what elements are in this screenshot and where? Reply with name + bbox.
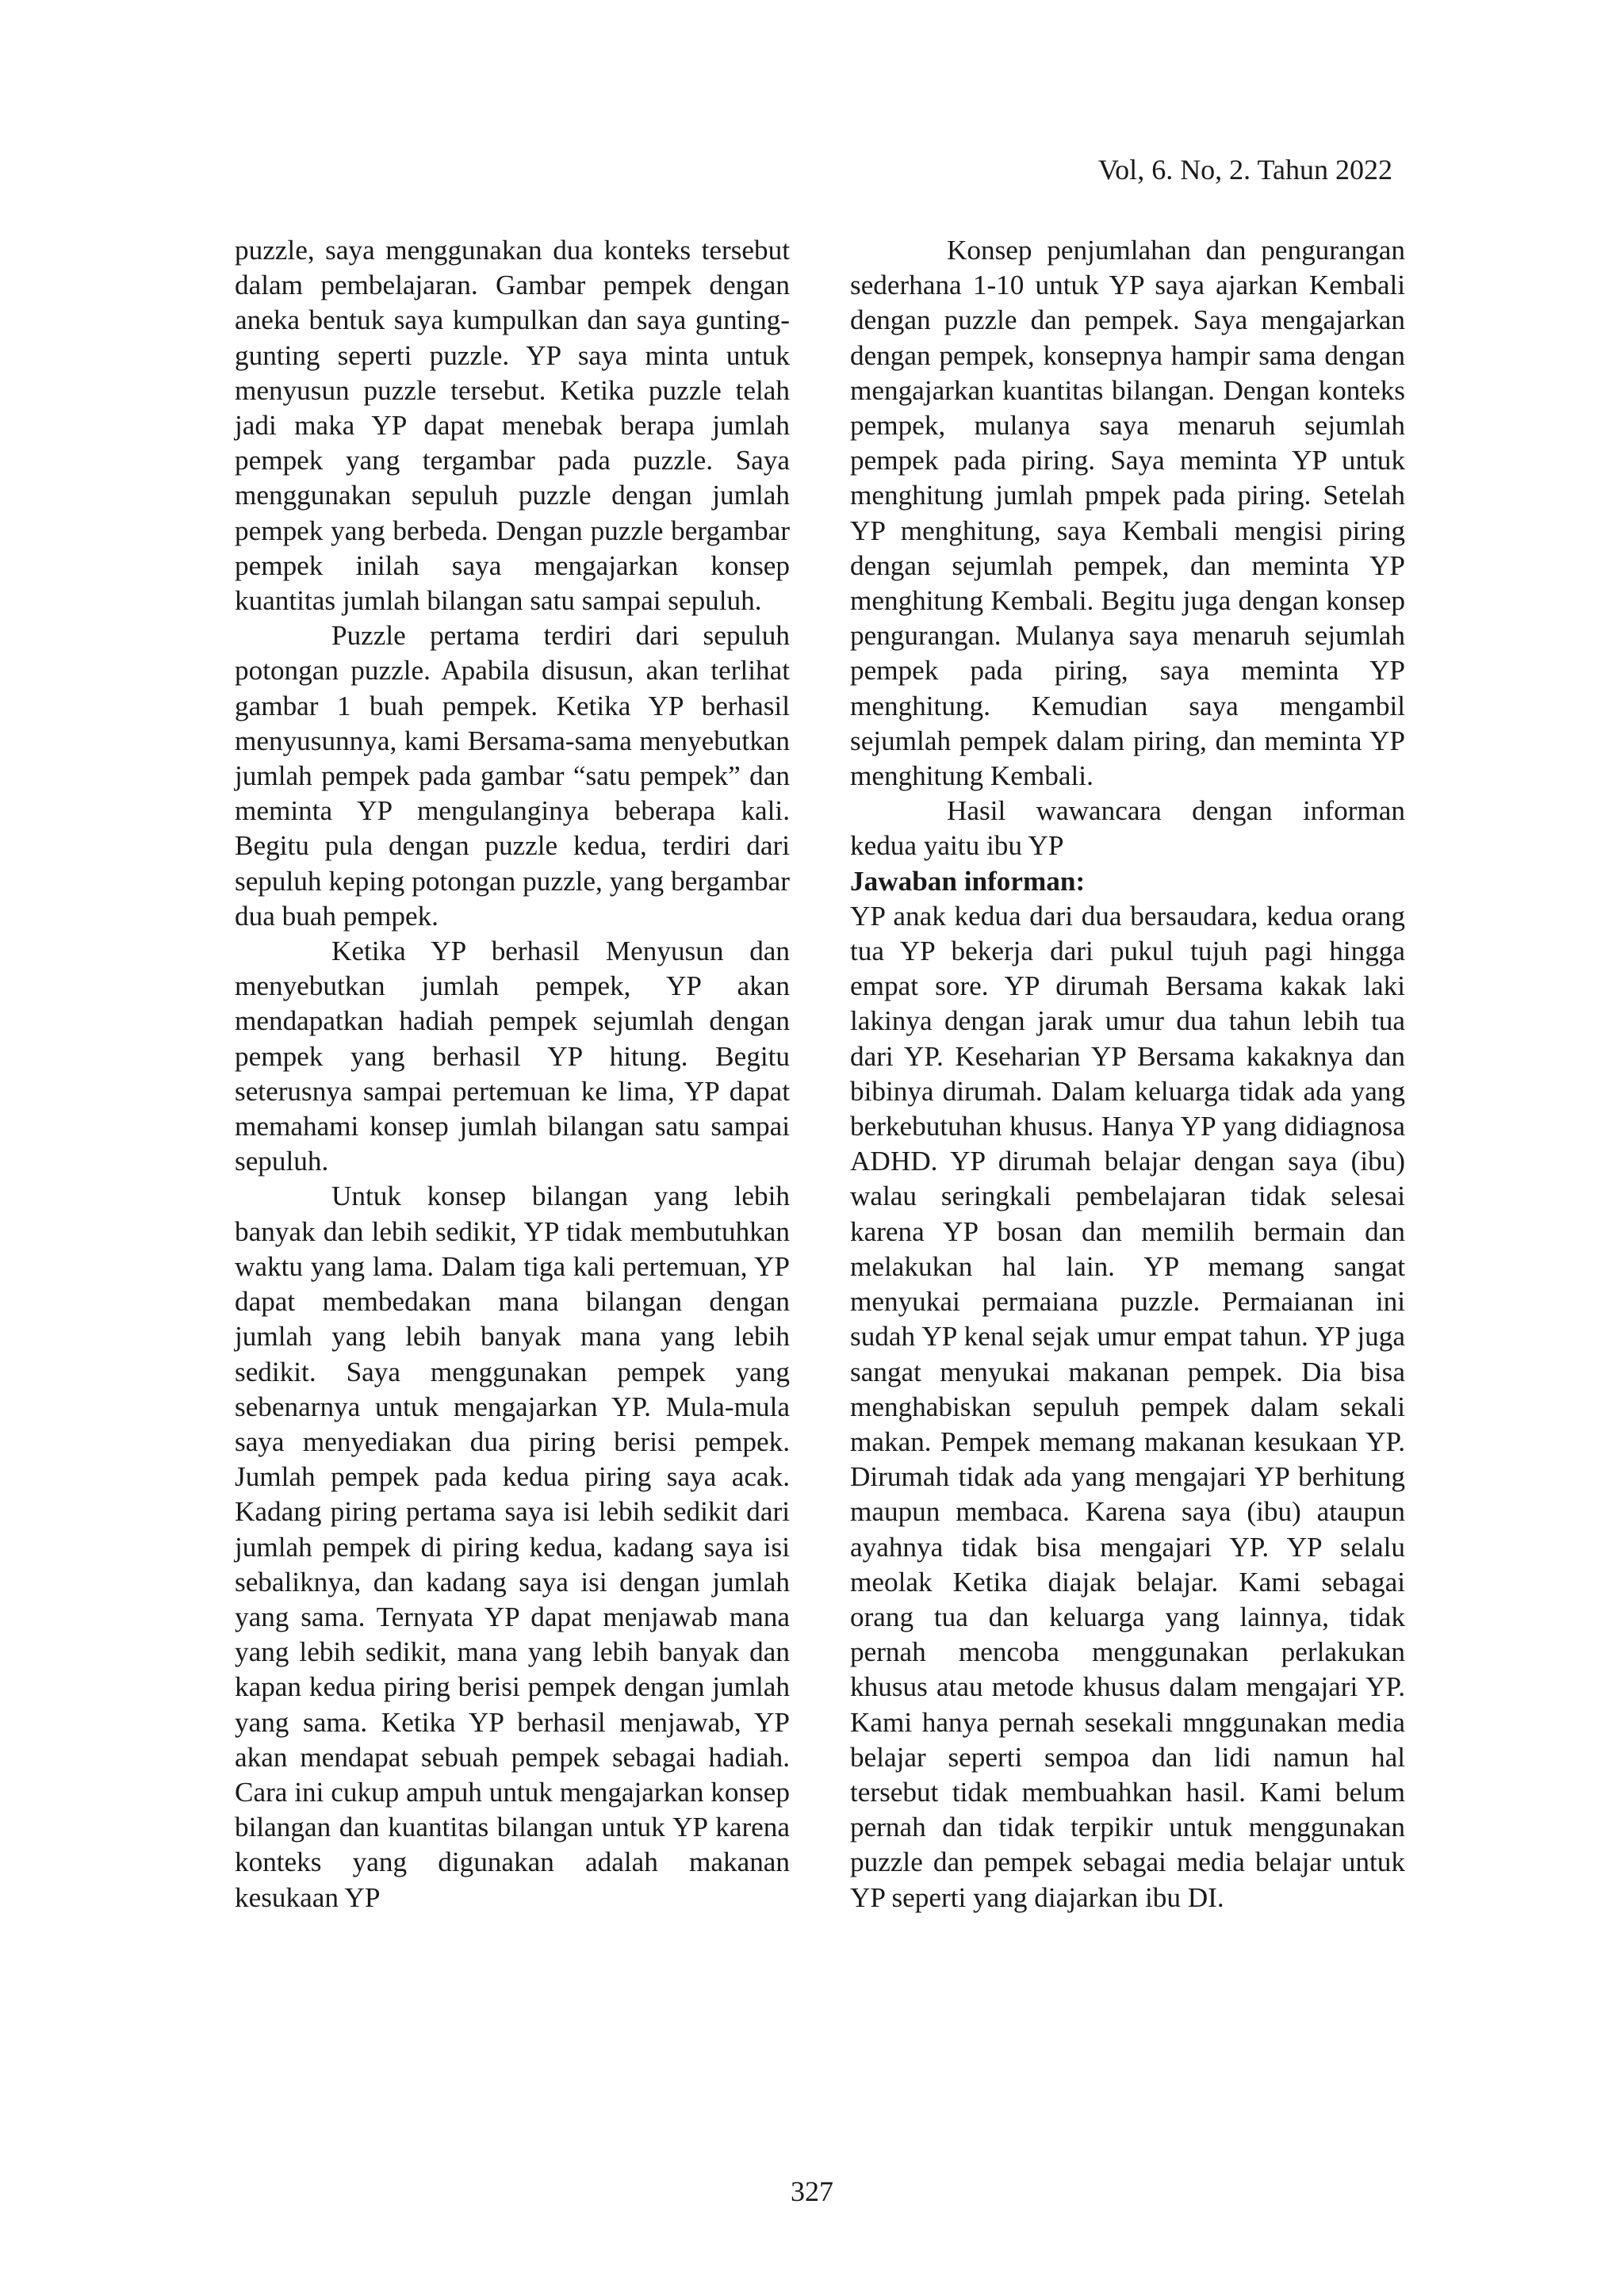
answer-heading: Jawaban informan: bbox=[850, 865, 1086, 897]
running-header: Vol, 6. No, 2. Tahun 2022 bbox=[1097, 154, 1392, 186]
body-paragraph: puzzle, saya menggunakan dua konteks tersebut dalam pembelajaran. Gambar pempek dengan aneka bentuk saya kumpulkan dan saya gunting-gunting seperti puzzle. YP saya minta untuk menyusun puzzle tersebut. Ketika puzzle telah jadi maka YP dapat menebak berapa jumlah pempek yang tergambar pada puzzle. Saya menggunakan sepuluh puzzle dengan jumlah pempek yang berbeda. Dengan puzzle bergambar pempek inilah saya mengajarkan konsep kuantitas jumlah bilangan satu sampai sepuluh. bbox=[235, 235, 790, 617]
body-paragraph: Untuk konsep bilangan yang lebih banyak dan lebih sedikit, YP tidak membutuhkan waktu yang lama. Dalam tiga kali pertemuan, YP dapat membedakan mana bilangan dengan jumlah yang lebih banyak mana yang lebih sedikit. Saya menggunakan pempek yang sebenarnya untuk mengajarkan YP. Mula-mula saya menyediakan dua piring berisi pempek. Jumlah pempek pada kedua piring saya acak. Kadang piring pertama saya isi lebih sedikit dari jumlah pempek di piring kedua, kadang saya isi sebaliknya, dan kadang saya isi dengan jumlah yang sama. Ternyata YP dapat menjawab mana yang lebih sedikit, mana yang lebih banyak dan kapan kedua piring berisi pempek dengan jumlah yang sama. Ketika YP berhasil menjawab, YP akan mendapat sebuah pempek sebagai hadiah. Cara ini cukup ampuh untuk mengajarkan konsep bilangan dan kuantitas bilangan untuk YP karena konteks yang digunakan adalah makanan kesukaan YP bbox=[235, 1181, 790, 1913]
body-paragraph: Ketika YP berhasil Menyusun dan menyebutkan jumlah pempek, YP akan mendapatkan hadiah pempek sejumlah dengan pempek yang berhasil YP hitung. Begitu seterusnya sampai pertemuan ke lima, YP dapat memahami konsep jumlah bilangan satu sampai sepuluh. bbox=[235, 936, 790, 1177]
right-column bbox=[850, 233, 1405, 1915]
left-column bbox=[235, 233, 790, 1915]
answer-paragraph: YP anak kedua dari dua bersaudara, kedua orang tua YP bekerja dari pukul tujuh pagi hingga empat sore. YP dirumah Bersama kakak laki lakinya dengan jarak umur dua tahun lebih tua dari YP. Keseharian YP Bersama kakaknya dan bibinya dirumah. Dalam keluarga tidak ada yang berkebutuhan khusus. Hanya YP yang didiagnosa ADHD. YP dirumah belajar dengan saya (ibu) walau seringkali pembelajaran tidak selesai karena YP bosan dan memilih bermain dan melakukan hal lain. YP memang sangat menyukai permaiana puzzle. Permaianan ini sudah YP kenal sejak umur empat tahun. YP juga sangat menyukai makanan pempek. Dia bisa menghabiskan sepuluh pempek dalam sekali makan. Pempek memang makanan kesukaan YP. Dirumah tidak ada yang mengajari YP berhitung maupun membaca. Karena saya (ibu) ataupun ayahnya tidak bisa mengajari YP. YP selalu meolak Ketika diajak belajar. Kami sebagai orang tua dan keluarga yang lainnya, tidak pernah mencoba menggunakan perlakukan khusus atau metode khusus dalam mengajari YP. Kami hanya pernah sesekali mnggunakan media belajar seperti sempoa dan lidi namun hal tersebut tidak membuahkan hasil. Kami belum pernah dan tidak terpikir untuk menggunakan puzzle dan pempek sebagai media belajar untuk YP seperti yang diajarkan ibu DI. bbox=[850, 900, 1405, 1913]
body-paragraph: Konsep penjumlahan dan pengurangan sederhana 1-10 untuk YP saya ajarkan Kembali dengan puzzle dan pempek. Saya mengajarkan dengan pempek, konsepnya hampir sama dengan mengajarkan kuantitas bilangan. Dengan konteks pempek, mulanya saya menaruh sejumlah pempek pada piring. Saya meminta YP untuk menghitung jumlah pmpek pada piring. Setelah YP menghitung, saya Kembali mengisi piring dengan sejumlah pempek, dan meminta YP menghitung Kembali. Begitu juga dengan konsep pengurangan. Mulanya saya menaruh sejumlah pempek pada piring, saya meminta YP menghitung. Kemudian saya mengambil sejumlah pempek dalam piring, dan meminta YP menghitung Kembali. bbox=[850, 235, 1405, 792]
body-paragraph: Puzzle pertama terdiri dari sepuluh potongan puzzle. Apabila disusun, akan terlihat gambar 1 buah pempek. Ketika YP berhasil menyusunnya, kami Bersama-sama menyebutkan jumlah pempek pada gambar “satu pempek” dan meminta YP mengulanginya beberapa kali. Begitu pula dengan puzzle kedua, terdiri dari sepuluh keping potongan puzzle, yang bergambar dua buah pempek. bbox=[235, 620, 790, 932]
page-number: 327 bbox=[791, 2175, 833, 2207]
body-paragraph: Hasil wawancara dengan informan kedua yaitu ibu YP bbox=[850, 795, 1405, 862]
